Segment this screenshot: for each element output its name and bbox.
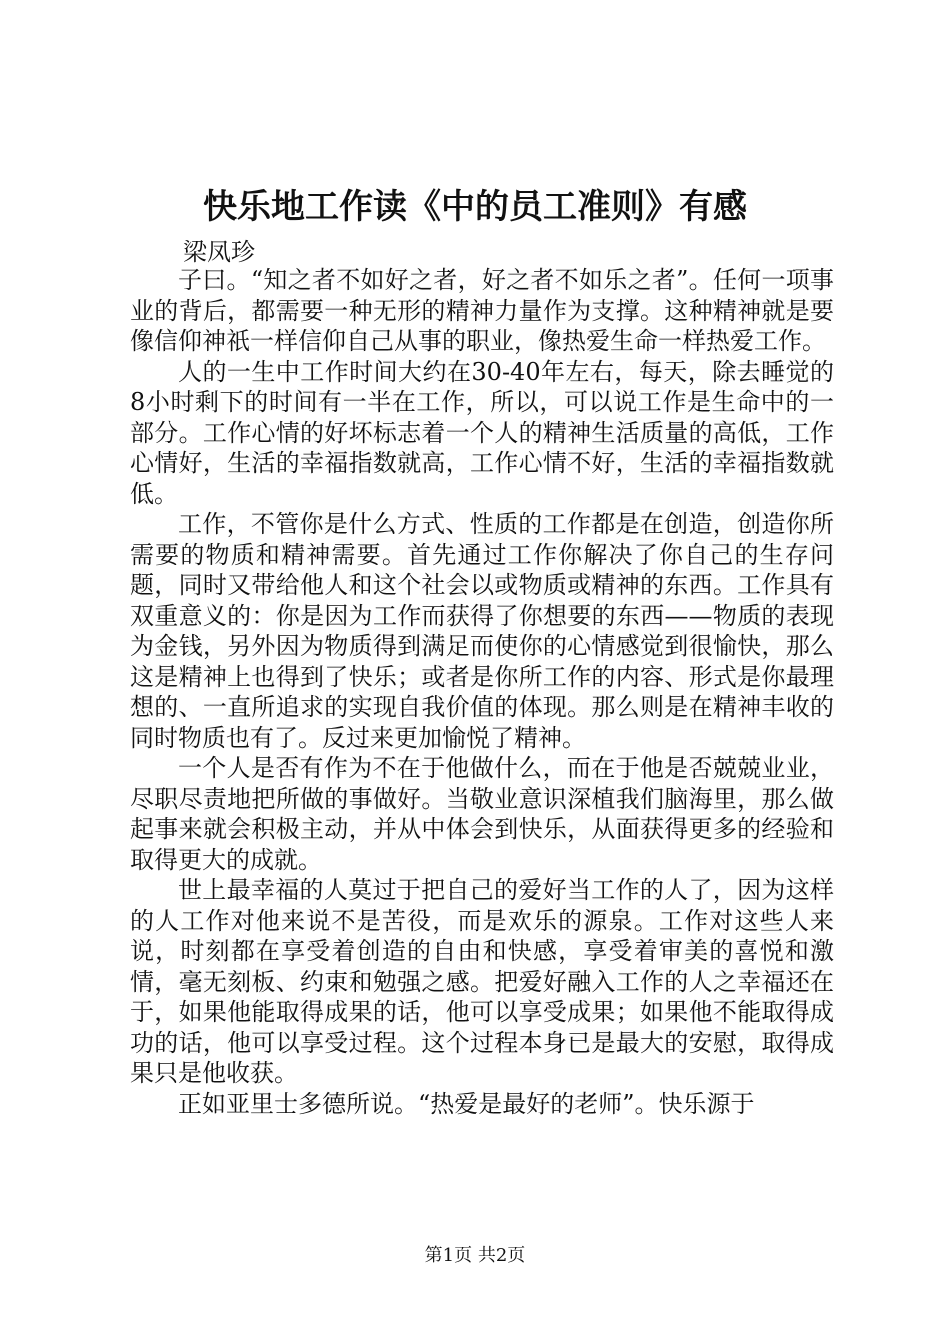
body-paragraph: 正如亚里士多德所说。“热爱是最好的老师”。快乐源于 [178,1089,755,1118]
body-paragraph: 工作，不管你是什么方式、性质的工作都是在创造，创造你所需要的物质和精神需要。首先通过工作你解决了你自己的生存问题，同时又带给他人和这个社会以或物质或精神的东西。工作具有双重意义的：你是因为工作而获得了你想要的东西——物质的表现为金钱，另外因为物质得到满足而使你的心情感觉到很愉快，那么这是精神上也得到了快乐；或者是你所工作的内容、形式是你最理想的、一直所追求的实现自我价值的体现。那么则是在精神丰收的同时物质也有了。反过来更加愉悦了精神。 [130,510,834,752]
document-title: 快乐地工作读《中的员工准则》有感 [203,187,747,227]
document-body [130,265,834,1119]
body-paragraph: 人的一生中工作时间大约在30-40年左右，每天，除去睡觉的8小时剩下的时间有一半在工作，所以，可以说工作是生命中的一部分。工作心情的好坏标志着一个人的精神生活质量的高低，工作心情好，生活的幸福指数就高，工作心情不好，生活的幸福指数就低。 [130,357,834,508]
page-number-footer: 第1页 共2页 [424,1245,526,1266]
body-paragraph: 世上最幸福的人莫过于把自己的爱好当工作的人了，因为这样的人工作对他来说不是苦役，而是欢乐的源泉。工作对这些人来说，时刻都在享受着创造的自由和快感，享受着审美的喜悦和激情，毫无刻板、约束和勉强之感。把爱好融入工作的人之幸福还在于，如果他能取得成果的话，他可以享受成果；如果他不能取得成功的话，他可以享受过程。这个过程本身已是最大的安慰，取得成果只是他收获。 [130,876,834,1087]
document-author: 梁凤珍 [183,238,255,266]
body-paragraph: 子曰。“知之者不如好之者，好之者不如乐之者”。任何一项事业的背后，都需要一种无形的精神力量作为支撑。这种精神就是要像信仰神祇一样信仰自己从事的职业，像热爱生命一样热爱工作。 [130,266,834,355]
body-paragraph: 一个人是否有作为不在于他做什么，而在于他是否兢兢业业，尽职尽责地把所做的事做好。当敬业意识深植我们脑海里，那么做起事来就会积极主动，并从中体会到快乐，从面获得更多的经验和取得更大的成就。 [130,754,834,874]
